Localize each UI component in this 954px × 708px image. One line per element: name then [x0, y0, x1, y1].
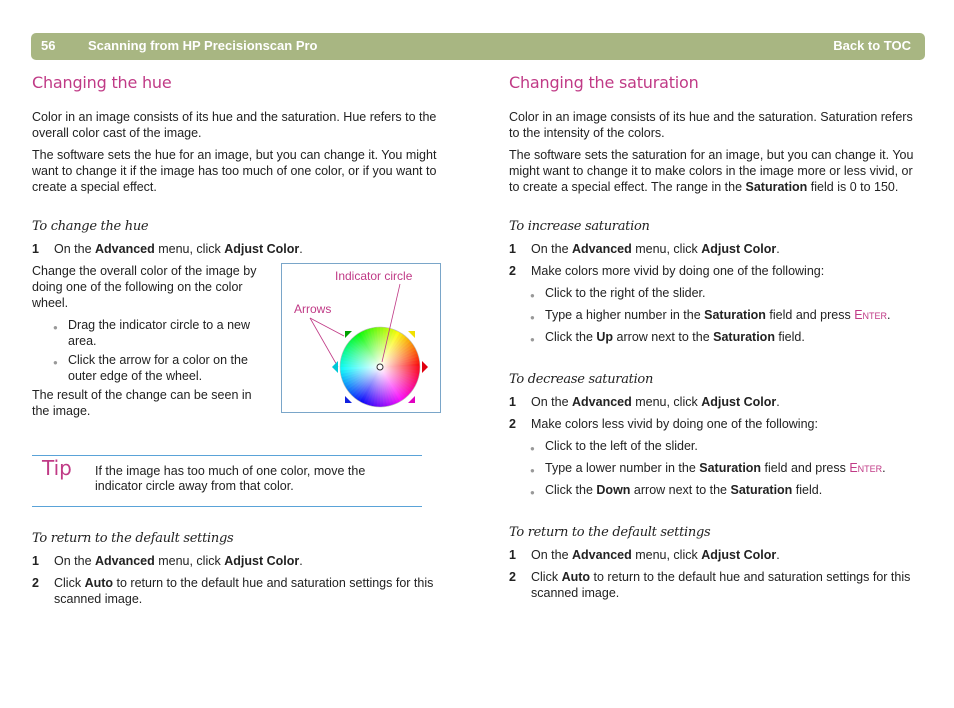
tip-text: If the image has too much of one color, move the indicator circle away from that color. [95, 464, 366, 493]
list-item: ● Drag the indicator circle to a new area. [53, 318, 251, 348]
increase-step-1: 1 On the Advanced menu, click Adjust Color. [509, 242, 780, 256]
saturation-para2: The software sets the saturation for an image, but you can change it. You might want to change it to make colors in the image more or less vivid, or to create a special effect. The range in the Saturation field is 0 to 150. [509, 148, 914, 194]
default-step-1: 1 On the Advanced menu, click Adjust Color. [509, 548, 780, 562]
default-step-2: 2 Click Auto to return to the default hue and saturation settings for this scanned image. [32, 576, 434, 606]
list-item: ● Click the Up arrow next to the Saturation field. [530, 330, 805, 344]
decrease-bullets [530, 438, 919, 501]
default-step-1: 1 On the Advanced menu, click Adjust Color. [32, 554, 303, 568]
tip-box [32, 455, 422, 507]
color-wheel-block [32, 263, 442, 419]
wheel-bullets [53, 317, 272, 384]
list-item: ● Type a higher number in the Saturation field and press Enter. [530, 308, 891, 322]
hue-heading: Changing the hue [32, 73, 172, 92]
hue-section [32, 70, 442, 613]
hue-intro: Color in an image consists of its hue and the saturation. Hue refers to the overall color cast of the image. [32, 110, 437, 140]
increase-bullets [530, 285, 919, 348]
arrow-red[interactable] [422, 361, 428, 373]
hue-para2: The software sets the hue for an image, but you can change it. You might want to change it if the image has too much of one color, or if you want to create a special effect. [32, 148, 437, 194]
indicator-circle[interactable] [377, 364, 383, 370]
list-item: ● Click the Down arrow next to the Saturation field. [530, 483, 823, 497]
default-settings-subheading: To return to the default settings [32, 531, 234, 546]
decrease-step-2: 2 Make colors less vivid by doing one of the following: [509, 417, 818, 431]
arrow-cyan[interactable] [332, 361, 338, 373]
back-to-toc-link[interactable]: Back to TOC [833, 38, 911, 53]
list-item: ● Click the arrow for a color on the outer edge of the wheel. [53, 353, 248, 383]
increase-step-2: 2 Make colors more vivid by doing one of the following: [509, 264, 825, 278]
arrow-blue[interactable] [345, 396, 352, 403]
list-item: ● Click to the left of the slider. [530, 439, 698, 453]
wheel-result: The result of the change can be seen in the image. [32, 388, 252, 418]
indicator-circle-label: Indicator circle [335, 269, 413, 283]
list-item: ● Click to the right of the slider. [530, 286, 706, 300]
saturation-heading: Changing the saturation [509, 73, 699, 92]
document-title: Scanning from HP Precisionscan Pro [88, 38, 318, 53]
default-settings-subheading: To return to the default settings [509, 525, 711, 540]
arrow-magenta[interactable] [408, 396, 415, 403]
increase-saturation-subheading: To increase saturation [509, 219, 650, 234]
page-number: 56 [41, 38, 56, 53]
saturation-section [509, 70, 919, 607]
change-hue-subheading: To change the hue [32, 219, 149, 234]
change-hue-step-1: 1 On the Advanced menu, click Adjust Color. [32, 242, 303, 256]
decrease-saturation-subheading: To decrease saturation [509, 372, 654, 387]
saturation-intro: Color in an image consists of its hue and the saturation. Saturation refers to the intensity of the colors. [509, 110, 913, 140]
decrease-step-1: 1 On the Advanced menu, click Adjust Color. [509, 395, 780, 409]
arrow-yellow[interactable] [408, 331, 415, 338]
page-header [31, 33, 925, 60]
default-step-2: 2 Click Auto to return to the default hue and saturation settings for this scanned image. [509, 570, 911, 600]
color-wheel-graphic [282, 264, 442, 414]
arrows-label: Arrows [294, 302, 332, 316]
color-wheel-figure [281, 263, 441, 413]
arrow-green[interactable] [345, 331, 352, 338]
tip-label: Tip [42, 456, 72, 480]
list-item: ● Type a lower number in the Saturation field and press Enter. [530, 461, 886, 475]
wheel-intro: Change the overall color of the image by doing one of the following on the color wheel. [32, 264, 257, 310]
